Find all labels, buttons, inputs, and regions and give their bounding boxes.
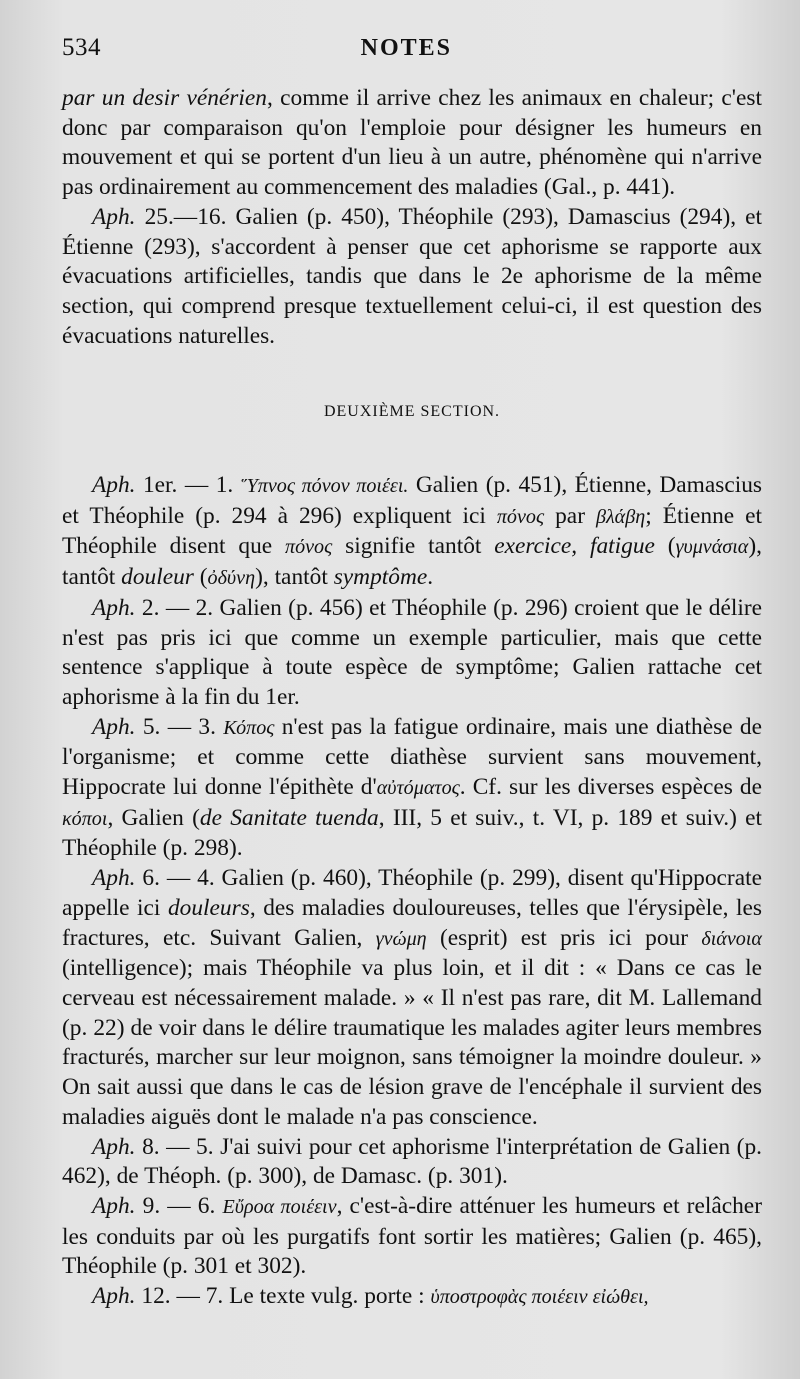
note-text: , des maladies douloureuses, telles que l'érysipèle, les fractures, etc. Suivant Galien, — [62, 894, 762, 951]
greek-word: γνώμη — [375, 927, 427, 950]
note-text: (esprit) est pris ici pour — [426, 924, 702, 951]
aph-label: Aph. — [92, 1283, 136, 1310]
greek-word: γυμνάσια — [675, 536, 749, 559]
page-header — [62, 34, 762, 84]
note-aph-25 — [62, 203, 762, 352]
italic-term: douleurs — [167, 894, 250, 921]
note-text: ( — [193, 564, 208, 591]
note-text: 6. — 4. Galien (p. 460), Théophile (p. 299), disent qu'Hippocrate appelle ici — [62, 865, 762, 921]
aph-label: Aph. — [92, 203, 136, 230]
note-text: , III, 5 et suiv., t. VI, p. 189 et suiv.) et Théophile (p. 298). — [62, 804, 763, 862]
note-text: Galien (p. 451), Étienne, Damascius et Théophile (p. 294 à 296) expliquent ici — [62, 472, 763, 529]
note-aph-1 — [62, 471, 762, 594]
note-text: , Galien ( — [107, 804, 200, 831]
note-text: . — [427, 564, 434, 591]
aph-label: Aph. — [92, 594, 136, 621]
aph-label: Aph. — [92, 1133, 136, 1160]
paragraph-text: , comme il arrive chez les animaux en chaleur; c'est donc par comparaison qu'on l'emploie pour désigner les humeurs en mouvement et qui se portent d'un lieu à un autre, phénomène qui n'arrive pas ordinairement au commencement des maladies (Gal., p. 441). — [62, 85, 762, 201]
greek-word: αὐτόματος — [376, 777, 460, 800]
aph-label: Aph. — [92, 865, 136, 892]
aph-label: Aph. — [92, 713, 136, 740]
note-aph-12 — [62, 1282, 762, 1313]
note-text: n'est pas la fatigue ordinaire, mais une diathèse de l'organisme; et comme cette diathèse survient sans mouvement, Hippocrate lui donne l'épithète d' — [62, 713, 762, 801]
note-text: , c'est-à-dire atténuer les humeurs et relâcher les conduits par où les purgatifs font sortir les matières; Galien (p. 465), Théophile (p. 301 et 302). — [62, 1192, 762, 1280]
note-text: 12. — 7. Le texte vulg. porte : — [141, 1283, 431, 1310]
note-text: . Cf. sur les diverses espèces de — [459, 774, 762, 801]
section-heading: DEUXIÈME SECTION. — [323, 403, 501, 421]
note-text: 1er. — 1. — [142, 472, 241, 499]
paragraph-continuation — [62, 84, 762, 203]
greek-word: διάνοια — [701, 927, 762, 950]
note-aph-6 — [62, 864, 762, 1132]
note-text: par — [544, 502, 596, 529]
note-text: ), tantôt — [62, 533, 762, 591]
note-text: 2. — 2. Galien (p. 456) et Théophile (p. 296) croient que le délire n'est pas pris ici que comme un exemple particulier, mais que cette sentence s'applique à toute espèce de symptôme; Galien rattache cet aphorisme à la fin du 1er. — [62, 594, 762, 710]
greek-word: κόποι — [62, 807, 108, 830]
italic-title: de Sanitate tuenda — [199, 804, 379, 831]
note-text: 8. — 5. J'ai suivi pour cet aphorisme l'interprétation de Galien (p. 462), de Théoph. (p. 300), de Damasc. (p. 301). — [62, 1133, 762, 1190]
running-title: NOTES — [360, 35, 452, 61]
greek-word: Κόπος — [223, 716, 275, 739]
italic-phrase: par un desir vénérien — [62, 85, 267, 111]
note-aph-2 — [62, 594, 762, 713]
note-aph-9 — [62, 1192, 762, 1282]
note-text: 9. — 6. — [142, 1192, 223, 1219]
note-aph-5 — [62, 713, 762, 865]
greek-quote: ὑποστροφὰς ποιέειν εἰώθει, — [430, 1286, 649, 1309]
note-text: (intelligence); mais Théophile va plus loin, et il dit : « Dans ce cas le cerveau est nécessairement malade. » « Il n'est pas rare, dit M. Lallemand (p. 22) de voir dans le délire traumatique les malades agiter leurs membres fracturés, marcher sur leur moignon, sans témoigner la moindre douleur. » On sait aussi que dans le cas de lésion grave de l'encéphale il survient des maladies aiguës dont le malade n'a pas conscience. — [62, 955, 762, 1130]
aph-label: Aph. — [92, 472, 136, 499]
italic-term: douleur — [121, 564, 194, 591]
note-text: 25.—16. Galien (p. 450), Théophile (293), Damascius (294), et Étienne (293), s'accordent à penser que cet aphorisme se rapporte aux évacuations artificielles, tandis que dans le 2e aphorisme de la même section, qui comprend presque textuellement celui-ci, il est question des évacuations naturelles. — [62, 203, 762, 349]
greek-word: βλάβη — [595, 505, 646, 528]
greek-word: ὀδύνη — [207, 567, 256, 590]
aph-label: Aph. — [92, 1192, 136, 1219]
note-text: ; Étienne et Théophile disent que — [62, 502, 762, 560]
note-text: ( — [654, 533, 676, 560]
note-text: signifie tantôt — [332, 533, 495, 560]
greek-word: πόνος — [496, 505, 545, 528]
greek-quote: Ὕπνος πόνον ποιέει. — [240, 475, 409, 498]
greek-quote: Εὔροα ποιέειν — [222, 1195, 337, 1218]
note-aph-8 — [62, 1133, 762, 1192]
note-text: ), tantôt — [255, 564, 334, 591]
greek-word: πόνος — [285, 536, 333, 559]
italic-term: exercice, fatigue — [494, 533, 655, 560]
page-number: 534 — [62, 34, 101, 61]
note-text: 5. — 3. — [142, 713, 224, 740]
italic-term: symptôme — [333, 564, 428, 591]
page-body — [62, 84, 762, 1313]
